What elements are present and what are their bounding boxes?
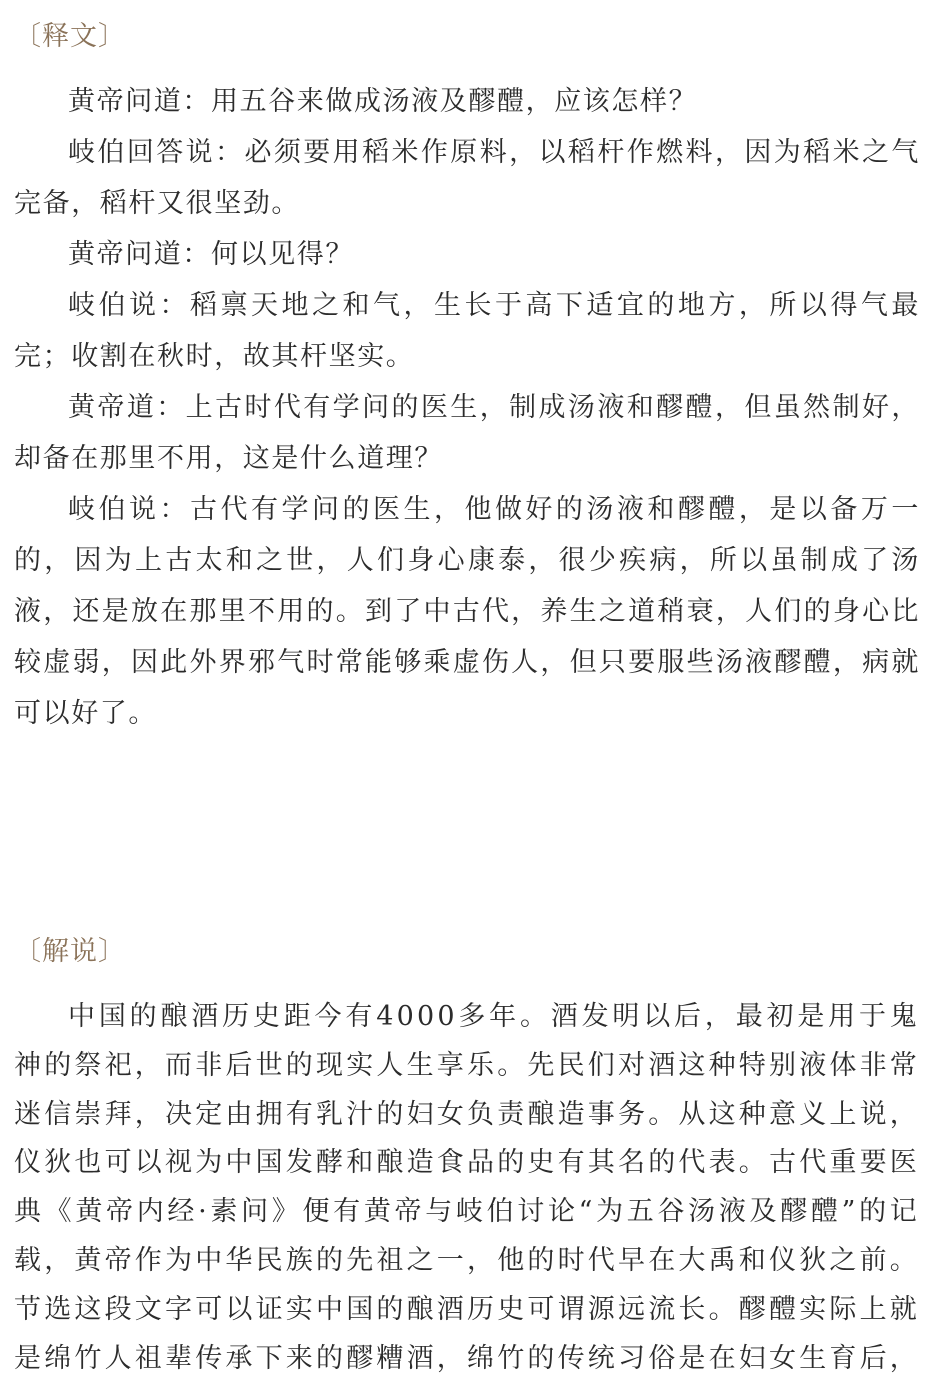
paragraph: 中国的酿酒历史距今有4000多年。酒发明以后，最初是用于鬼神的祭祀，而非后世的现实人生享乐。先民们对酒这种特别液体非常迷信崇拜，决定由拥有乳汁的妇女负责酿造事务。从这种意义上说，仪狄也可以视为中国发酵和酿造食品的史有其名的代表。古代重要医典《黄帝内经·素问》便有黄帝与岐伯讨论“为五谷汤液及醪醴”的记载，黄帝作为中华民族的先祖之一，他的时代早在大禹和仪狄之前。节选这段文字可以证实中国的酿酒历史可谓源远流长。醪醴实际上就是绵竹人祖辈传承下来的醪糟酒，绵竹的传统习俗是在妇女生育后，: [14, 1001, 920, 1374]
paragraph: 黄帝道：上古时代有学问的医生，制成汤液和醪醴，但虽然制好，却备在那里不用，这是什么道理？: [14, 392, 920, 474]
section-title: 释文: [42, 21, 98, 52]
bracket-close: 〕: [98, 936, 126, 967]
paragraph: 岐伯说：稻禀天地之和气，生长于高下适宜的地方，所以得气最完；收割在秋时，故其杆坚实。: [14, 290, 920, 372]
bracket-open: 〔: [14, 936, 42, 967]
bracket-close: 〕: [98, 21, 126, 52]
paragraph: 岐伯说：古代有学问的医生，他做好的汤液和醪醴，是以备万一的，因为上古太和之世，人们身心康泰，很少疾病，所以虽制成了汤液，还是放在那里不用的。到了中古代，养生之道稍衰，人们的身心比较虚弱，因此外界邪气时常能够乘虚伤人，但只要服些汤液醪醴，病就可以好了。: [14, 494, 920, 729]
section-heading-shiwen: [14, 19, 126, 55]
bracket-open: 〔: [14, 21, 42, 52]
translation-body: [14, 76, 920, 739]
paragraph: 黄帝问道：用五谷来做成汤液及醪醴，应该怎样？: [68, 86, 698, 117]
section-title: 解说: [42, 936, 98, 967]
paragraph: 岐伯回答说：必须要用稻米作原料，以稻杆作燃料，因为稻米之气完备，稻杆又很坚劲。: [14, 137, 920, 219]
explanation-body: [14, 993, 920, 1383]
section-heading-jieshuo: [14, 934, 126, 970]
paragraph: 黄帝问道：何以见得？: [68, 239, 354, 270]
